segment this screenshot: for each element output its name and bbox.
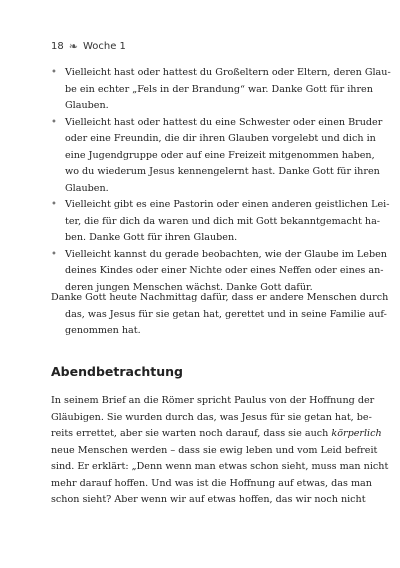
list-item (51, 197, 390, 247)
text-line: das, was Jesus für sie getan hat, gerettet und in seine Familie auf- (65, 308, 387, 320)
text-line: • Vielleicht hast oder hattest du Großeltern oder Eltern, deren Glau- (65, 67, 391, 78)
text-line: deren jungen Menschen wächst. Danke Gott dafür. (65, 281, 313, 293)
text-line: Glauben. (65, 100, 109, 111)
list-item (51, 65, 391, 115)
text-line (51, 426, 382, 443)
list-item (51, 115, 383, 198)
text-line: oder eine Freundin, die dir ihren Glauben vorgelebt und dich in (65, 133, 376, 144)
text-line: ben. Danke Gott für ihren Glauben. (65, 232, 238, 243)
text-line: be ein echter „Fels in der Brandung“ war. Danke Gott für ihren (65, 83, 373, 95)
text-line: Danke Gott heute Nachmittag dafür, dass er andere Menschen durch (51, 292, 389, 303)
text-line: wo du wiederum Jesus kennengelernt hast. Danke Gott für ihren (65, 166, 380, 177)
text-run: reits errettet, aber sie warten noch darauf, dass sie auch (51, 428, 332, 439)
text-line: genommen hat. (65, 325, 141, 336)
text-line: sind. Er erklärt: „Denn wenn man etwas schon sieht, muss man nicht (51, 461, 389, 472)
leaf-ornament-icon: ❧ (68, 40, 78, 53)
section-label: Woche 1 (82, 41, 126, 52)
text-line: In seinem Brief an die Römer spricht Paulus von der Hoffnung der (51, 395, 375, 406)
text-line: • Vielleicht hast oder hattest du eine Schwester oder einen Bruder (65, 116, 383, 128)
list-item (51, 247, 387, 297)
emphasis-text: körperlich (331, 428, 382, 439)
section-heading: Abendbetrachtung (51, 364, 183, 379)
text-line: • Vielleicht kannst du gerade beobachten, wie der Glaube im Leben (65, 248, 387, 260)
running-head (51, 40, 126, 53)
text-line: ter, die für dich da waren und dich mit Gott bekanntgemacht ha- (65, 215, 381, 227)
bullet-list (51, 65, 391, 296)
text-line: eine Jugendgruppe oder auf eine Freizeit mitgenommen haben, (65, 149, 375, 161)
text-line: mehr darauf hoffen. Und was ist die Hoffnung auf etwas, das man (51, 477, 372, 489)
page-number: 18 (51, 41, 64, 52)
body-paragraph (51, 290, 389, 340)
text-line: deines Kindes oder einer Nichte oder eines Neffen oder eines an- (65, 265, 384, 276)
text-line: schon sieht? Aber wenn wir auf etwas hoffen, das wir noch nicht (51, 494, 366, 505)
text-line: Glauben. (65, 182, 109, 194)
text-line: • Vielleicht gibt es eine Pastorin oder einen anderen geistlichen Lei- (65, 199, 390, 210)
body-paragraph (51, 393, 389, 509)
text-line: neue Menschen werden – dass sie ewig leben und vom Leid befreit (51, 444, 378, 456)
text-line: Gläubigen. Sie wurden durch das, was Jesus für sie getan hat, be- (51, 411, 372, 423)
